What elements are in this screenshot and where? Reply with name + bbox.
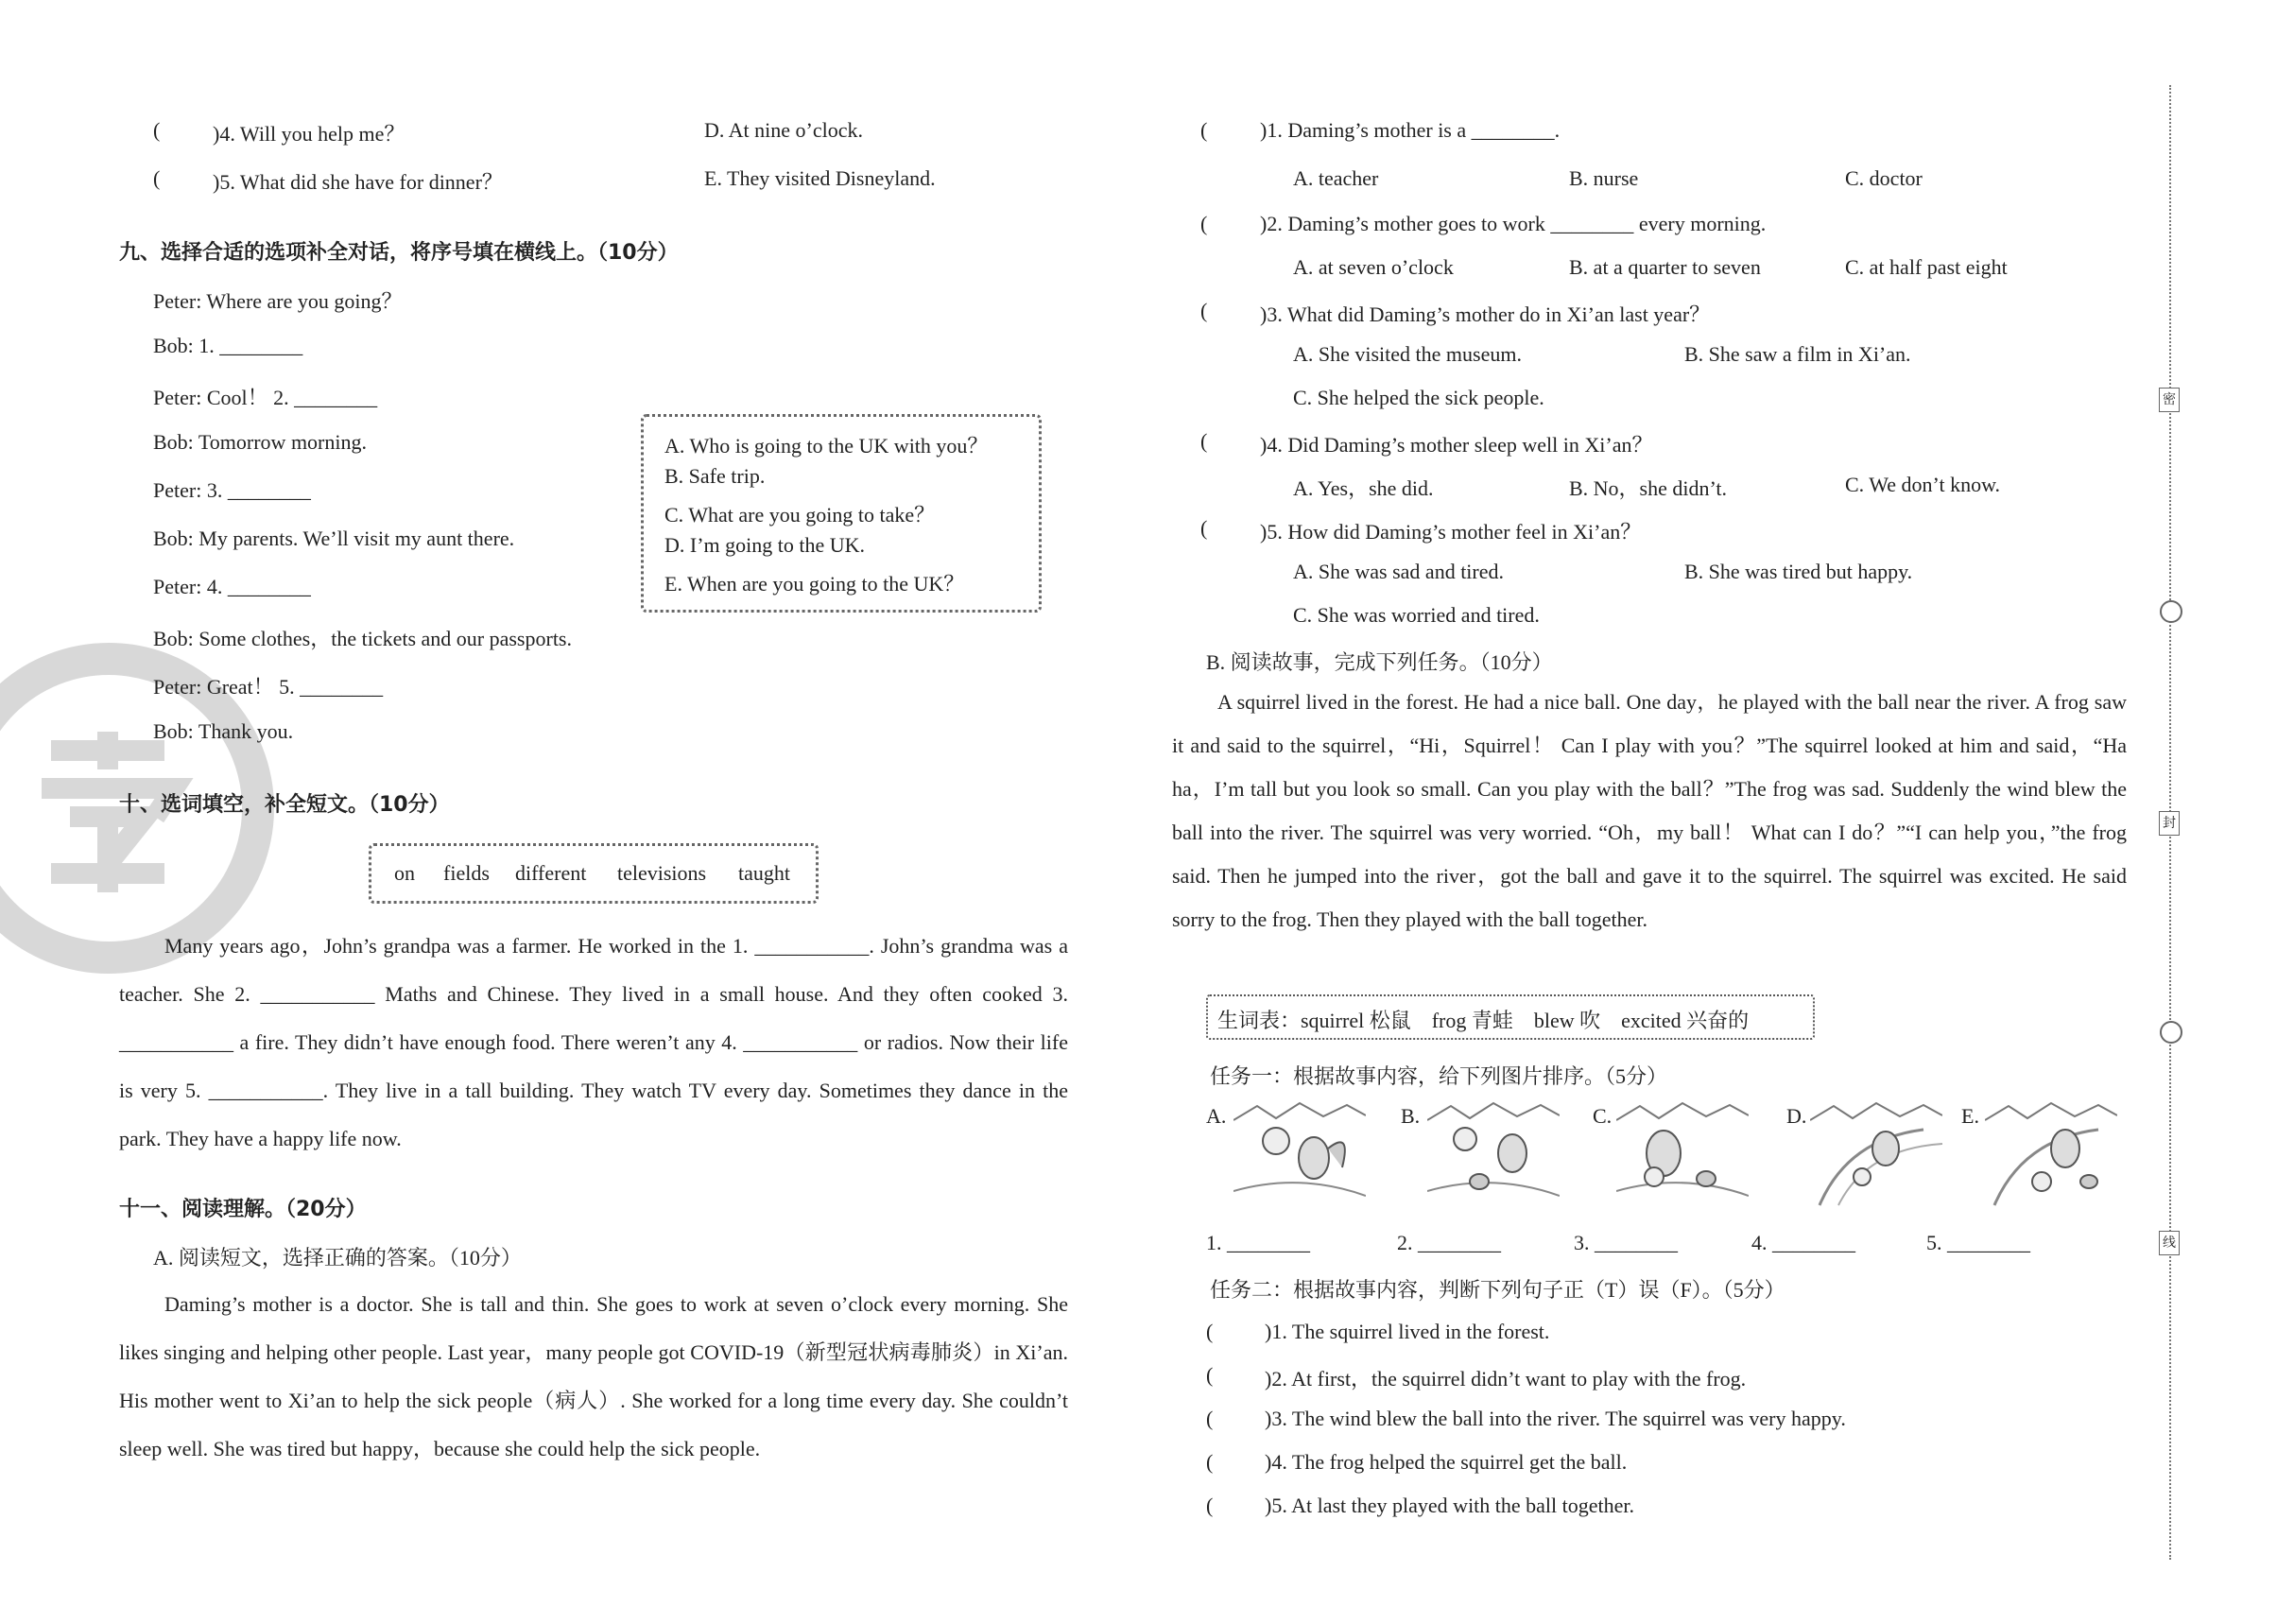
- rq-paren: (: [1200, 516, 1208, 540]
- dialog-line: Peter: Great！ 5. ________: [153, 675, 384, 699]
- word-item: on: [394, 861, 415, 885]
- task1-title: 任务一：根据故事内容，给下列图片排序。（5分）: [1210, 1064, 1668, 1088]
- word-item: televisions: [617, 861, 707, 885]
- story-picture-b-icon: [1427, 1101, 1560, 1210]
- margin-tag-mi: 密: [2159, 388, 2180, 412]
- dialog-line: Bob: Some clothes，the tickets and our passports.: [153, 627, 572, 650]
- option-item: C. What are you going to take？: [664, 503, 936, 527]
- rq-paren: (: [1200, 299, 1208, 322]
- binding-hole-icon: [2160, 1021, 2182, 1044]
- q5-text: )5. What did she have for dinner？: [213, 170, 503, 194]
- option-e: E. They visited Disneyland.: [704, 166, 936, 190]
- rq-opt: B. She saw a film in Xi’an.: [1684, 342, 1911, 366]
- tf-item: )5. At last they played with the ball together.: [1265, 1494, 1635, 1517]
- options-box: [641, 414, 1042, 613]
- dialog-line: Bob: 1. ________: [153, 334, 303, 357]
- rq-opt: A. teacher: [1293, 166, 1379, 190]
- cloze-passage: Many years ago，John’s grandpa was a farmer. He worked in the 1. ___________. John’s grandma was a teacher. She 2. ___________ Maths and Chinese. They lived in a small house. And they often cooked 3. ___________ a fire. They didn’t have enough food. There weren’t any 4. ___________ or radios. Now their life is very 5. ___________. They live in a tall building. They watch TV every day. Sometimes they dance in the park. They have a happy life now.: [119, 934, 1068, 1150]
- rq-opt: B. at a quarter to seven: [1569, 255, 1761, 279]
- order-blank: 5. ________: [1926, 1231, 2030, 1254]
- option-d: D. At nine o’clock.: [704, 118, 864, 142]
- word-item: different: [515, 861, 587, 885]
- pic-label: D.: [1786, 1104, 1807, 1128]
- dialog-line: Peter: 3. ________: [153, 478, 311, 502]
- rq-stem: )4. Did Daming’s mother sleep well in Xi’an？: [1260, 433, 1653, 457]
- binding-hole-icon: [2160, 600, 2182, 623]
- option-item: D. I’m going to the UK.: [664, 533, 866, 557]
- order-blank: 1. ________: [1206, 1231, 1310, 1254]
- rq-paren: (: [1200, 212, 1208, 235]
- rq-opt: C. doctor: [1845, 166, 1923, 190]
- q4-paren: (: [153, 118, 161, 142]
- rq-stem: )2. Daming’s mother goes to work ________ every morning.: [1260, 212, 1767, 235]
- rq-paren: (: [1200, 429, 1208, 453]
- part-b-title: B. 阅读故事，完成下列任务。（10分）: [1206, 650, 1553, 674]
- margin-tag-xian: 线: [2159, 1231, 2180, 1255]
- q5-paren: (: [153, 166, 161, 190]
- story-picture-c-icon: [1616, 1101, 1749, 1210]
- vocab-box: [1206, 994, 1815, 1040]
- passage-a: Daming’s mother is a doctor. She is tall and thin. She goes to work at seven o’clock every morning. She likes singing and helping other people. Last year，many people got COVID-19（新型冠状病毒肺炎）in Xi’an. His mother went to Xi’an to help the sick people（病人）. She worked for a long time every day. She couldn’t sleep well. She was tired but happy，because she could help the sick people.: [119, 1292, 1068, 1460]
- tf-item: )1. The squirrel lived in the forest.: [1265, 1320, 1550, 1343]
- rq-opt: C. at half past eight: [1845, 255, 2008, 279]
- story-picture-d-icon: [1810, 1101, 1942, 1210]
- pic-label: E.: [1961, 1104, 1979, 1128]
- rq-opt: A. Yes，she did.: [1293, 476, 1434, 500]
- section10-title: 十、选词填空，补全短文。（10分）: [119, 793, 450, 817]
- pic-label: C.: [1593, 1104, 1613, 1128]
- order-blank: 2. ________: [1397, 1231, 1501, 1254]
- vocab-text: 生词表：squirrel 松鼠 frog 青蛙 blew 吹 excited 兴奋的: [1217, 1009, 1750, 1032]
- dialog-line: Peter: 4. ________: [153, 575, 311, 598]
- option-item: B. Safe trip.: [664, 464, 766, 488]
- rq-stem: )3. What did Daming’s mother do in Xi’an last year？: [1260, 302, 1711, 326]
- rq-opt: B. No，she didn’t.: [1569, 476, 1728, 500]
- order-blank: 3. ________: [1574, 1231, 1678, 1254]
- dialog-line: Bob: Thank you.: [153, 719, 294, 743]
- word-bank: [369, 843, 819, 904]
- rq-opt: B. She was tired but happy.: [1684, 560, 1913, 583]
- dialog-line: Bob: Tomorrow morning.: [153, 430, 367, 454]
- tf-paren: (: [1206, 1494, 1214, 1517]
- rq-opt: A. She was sad and tired.: [1293, 560, 1505, 583]
- part-a-title: A. 阅读短文，选择正确的答案。（10分）: [153, 1246, 522, 1270]
- pic-label: B.: [1401, 1104, 1421, 1128]
- rq-opt: C. She helped the sick people.: [1293, 386, 1544, 409]
- tf-paren: (: [1206, 1363, 1214, 1387]
- rq-opt: B. nurse: [1569, 166, 1639, 190]
- rq-stem: )1. Daming’s mother is a ________.: [1260, 118, 1561, 142]
- word-item: taught: [738, 861, 790, 885]
- option-item: E. When are you going to the UK？: [664, 572, 965, 596]
- q4-text: )4. Will you help me？: [213, 122, 405, 146]
- rq-opt: A. She visited the museum.: [1293, 342, 1522, 366]
- tf-paren: (: [1206, 1407, 1214, 1430]
- rq-opt: A. at seven o’clock: [1293, 255, 1454, 279]
- tf-paren: (: [1206, 1320, 1214, 1343]
- section9-title: 九、选择合适的选项补全对话，将序号填在横线上。（10分）: [119, 241, 679, 265]
- dialog-line: Peter: Where are you going？: [153, 289, 403, 313]
- word-item: fields: [443, 861, 490, 885]
- pic-label: A.: [1206, 1104, 1227, 1128]
- rq-paren: (: [1200, 118, 1208, 142]
- rq-opt: C. She was worried and tired.: [1293, 603, 1540, 627]
- rq-opt: C. We don’t know.: [1845, 473, 2001, 496]
- option-item: A. Who is going to the UK with you？: [664, 434, 989, 458]
- passage-b: A squirrel lived in the forest. He had a nice ball. One day，he played with the ball near the river. A frog saw it and said to the squirrel，“Hi，Squirrel！ Can I play with you？”The squirrel looked at him and said，“Ha ha，I’m tall but you look so small. Can you play with the ball？”The frog was sad. Suddenly the wind blew the ball into the river. The squirrel was very worried. “Oh，my ball！ What can I do？”“I can help you，”the frog said. Then he jumped into the river，got the ball and gave it to the squirrel. The squirrel was excited. He said sorry to the frog. Then they played with the ball together.: [1172, 690, 2127, 931]
- tf-item: )2. At first，the squirrel didn’t want to play with the frog.: [1265, 1367, 1747, 1391]
- tf-paren: (: [1206, 1450, 1214, 1474]
- dialog-line: Peter: Cool！ 2. ________: [153, 386, 378, 409]
- section11-title: 十一、阅读理解。（20分）: [119, 1198, 367, 1221]
- story-picture-e-icon: [1985, 1101, 2117, 1210]
- rq-stem: )5. How did Daming’s mother feel in Xi’an？: [1260, 520, 1642, 544]
- task2-title: 任务二：根据故事内容，判断下列句子正（T）误（F）。（5分）: [1210, 1278, 1785, 1302]
- tf-item: )4. The frog helped the squirrel get the ball.: [1265, 1450, 1628, 1474]
- order-blank: 4. ________: [1751, 1231, 1855, 1254]
- story-picture-a-icon: [1233, 1101, 1366, 1210]
- dialog-line: Bob: My parents. We’ll visit my aunt there.: [153, 527, 515, 550]
- tf-item: )3. The wind blew the ball into the river. The squirrel was very happy.: [1265, 1407, 1846, 1430]
- margin-tag-feng: 封: [2159, 811, 2180, 836]
